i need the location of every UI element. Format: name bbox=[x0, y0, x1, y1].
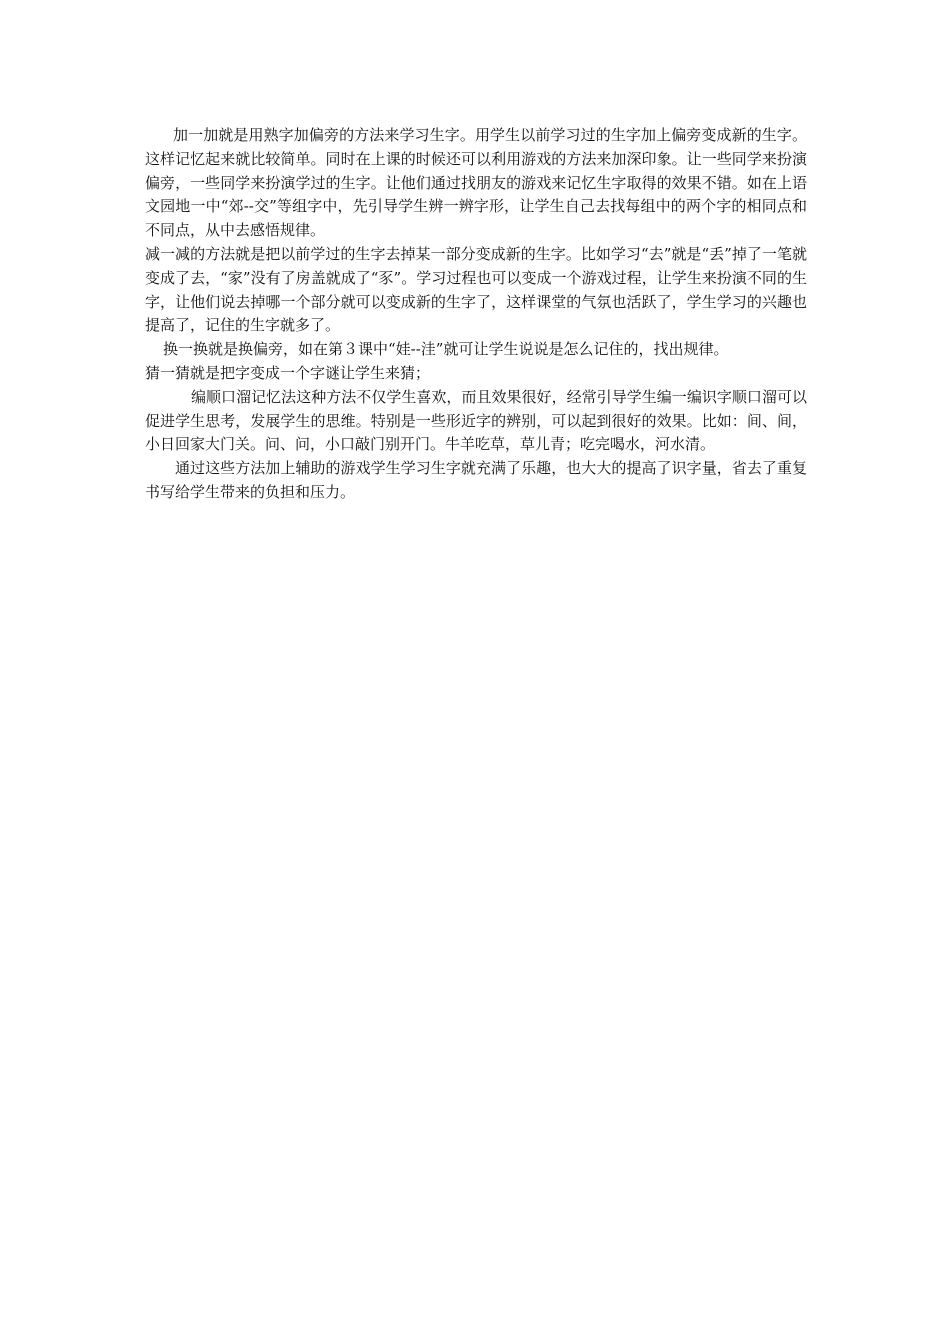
paragraph-subtract-part: 减一减的方法就是把以前学过的生字去掉某一部分变成新的生字。比如学习“去”就是“丢”掉了一笔就变成了去，“家”没有了房盖就成了“豕”。学习过程也可以变成一个游戏过程，让学生来扮演不同的生字，让他们说去掉哪一个部分就可以变成新的生字了，这样课堂的气氛也活跃了，学生学习的兴趣也提高了，记住的生字就多了。 bbox=[145, 244, 807, 335]
paragraph-add-radical: 加一加就是用熟字加偏旁的方法来学习生字。用学生以前学习过的生字加上偏旁变成新的生字。这样记忆起来就比较简单。同时在上课的时候还可以利用游戏的方法来加深印象。让一些同学来扮演偏旁，一些同学来扮演学过的生字。让他们通过找朋友的游戏来记忆生字取得的效果不错。如在上语文园地一中“郊--交”等组字中，先引导学生辨一辨字形，让学生自己去找每组中的两个字的相同点和不同点，从中去感悟规律。 bbox=[145, 126, 807, 240]
paragraph-riddle: 猜一猜就是把字变成一个字谜让学生来猜； bbox=[145, 363, 431, 382]
document-body bbox=[145, 124, 807, 505]
paragraph-conclusion: 通过这些方法加上辅助的游戏学生学习生字就充满了乐趣，也大大的提高了识字量，省去了重复书写给学生带来的负担和压力。 bbox=[145, 459, 807, 501]
paragraph-rhyme-method: 编顺口溜记忆法这种方法不仅学生喜欢，而且效果很好，经常引导学生编一编识字顺口溜可以促进学生思考，发展学生的思维。特别是一些形近字的辨别，可以起到很好的效果。比如：间、间，小日回家大门关。问、问，小口敲门别开门。牛羊吃草，草儿青；吃完喝水，河水清。 bbox=[145, 387, 807, 454]
paragraph-swap-radical: 换一换就是换偏旁，如在第３课中“娃--洼”就可让学生说说是怎么记住的，找出规律。 bbox=[163, 340, 729, 359]
